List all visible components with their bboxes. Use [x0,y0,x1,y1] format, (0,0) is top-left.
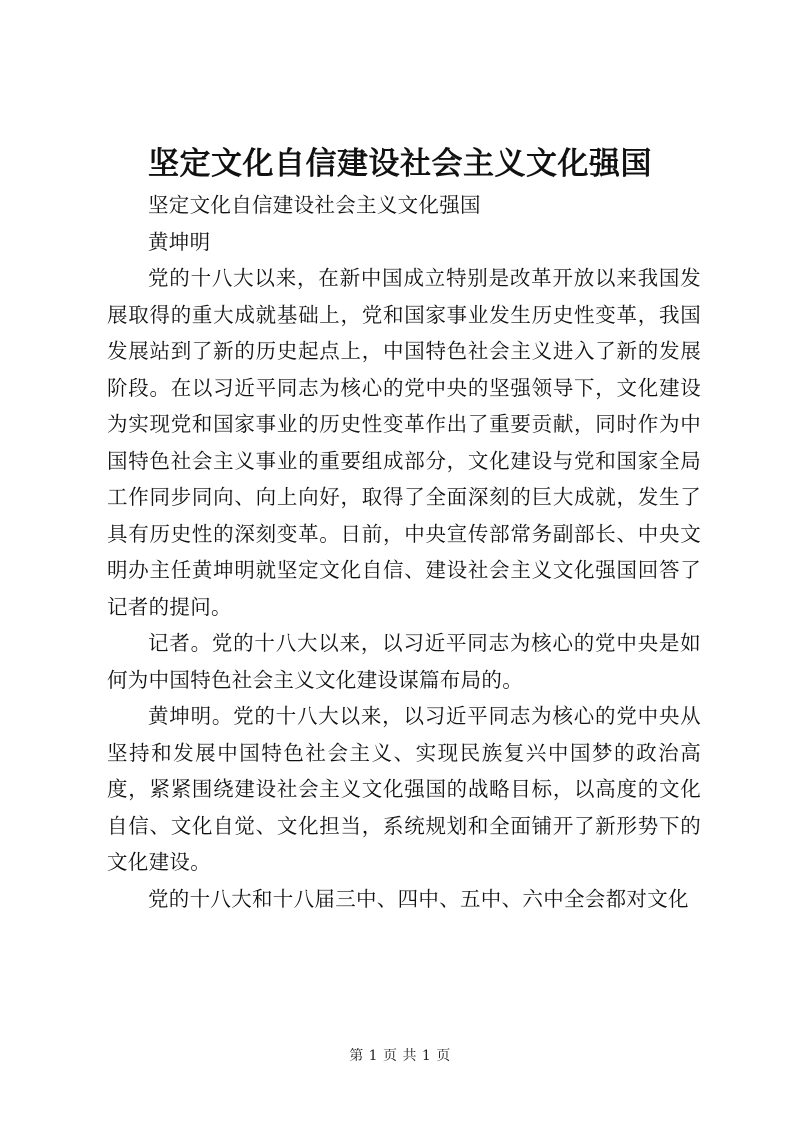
paragraph-answer: 黄坤明。党的十八大以来，以习近平同志为核心的党中央从坚持和发展中国特色社会主义、实现民族复兴中国梦的政治高度，紧紧围绕建设社会主义文化强国的战略目标，以高度的文化自信、文化自觉、文化担当，系统规划和全面铺开了新形势下的文化建设。 [107,704,701,874]
document-body [107,187,701,917]
document-title: 坚定文化自信建设社会主义文化强国 [148,146,652,182]
document-subtitle: 坚定文化自信建设社会主义文化强国 [148,193,481,217]
paragraph-continued: 党的十八大和十八届三中、四中、五中、六中全会都对文化 [148,886,689,911]
page-footer: 第 1 页 共 1 页 [349,1048,451,1064]
paragraph-intro: 党的十八大以来，在新中国成立特别是改革开放以来我国发展取得的重大成就基础上，党和国家事业发生历史性变革，我国发展站到了新的历史起点上，中国特色社会主义进入了新的发展阶段。在以习近平同志为核心的党中央的坚强领导下，文化建设为实现党和国家事业的历史性变革作出了重要贡献，同时作为中国特色社会主义事业的重要组成部分，文化建设与党和国家全局工作同步同向、向上向好，取得了全面深刻的巨大成就，发生了具有历史性的深刻变革。日前，中央宣传部常务副部长、中央文明办主任黄坤明就坚定文化自信、建设社会主义文化强国回答了记者的提问。 [107,266,701,619]
paragraph-question: 记者。党的十八大以来，以习近平同志为核心的党中央是如何为中国特色社会主义文化建设谋篇布局的。 [107,631,701,692]
author-name: 黄坤明 [148,229,211,254]
